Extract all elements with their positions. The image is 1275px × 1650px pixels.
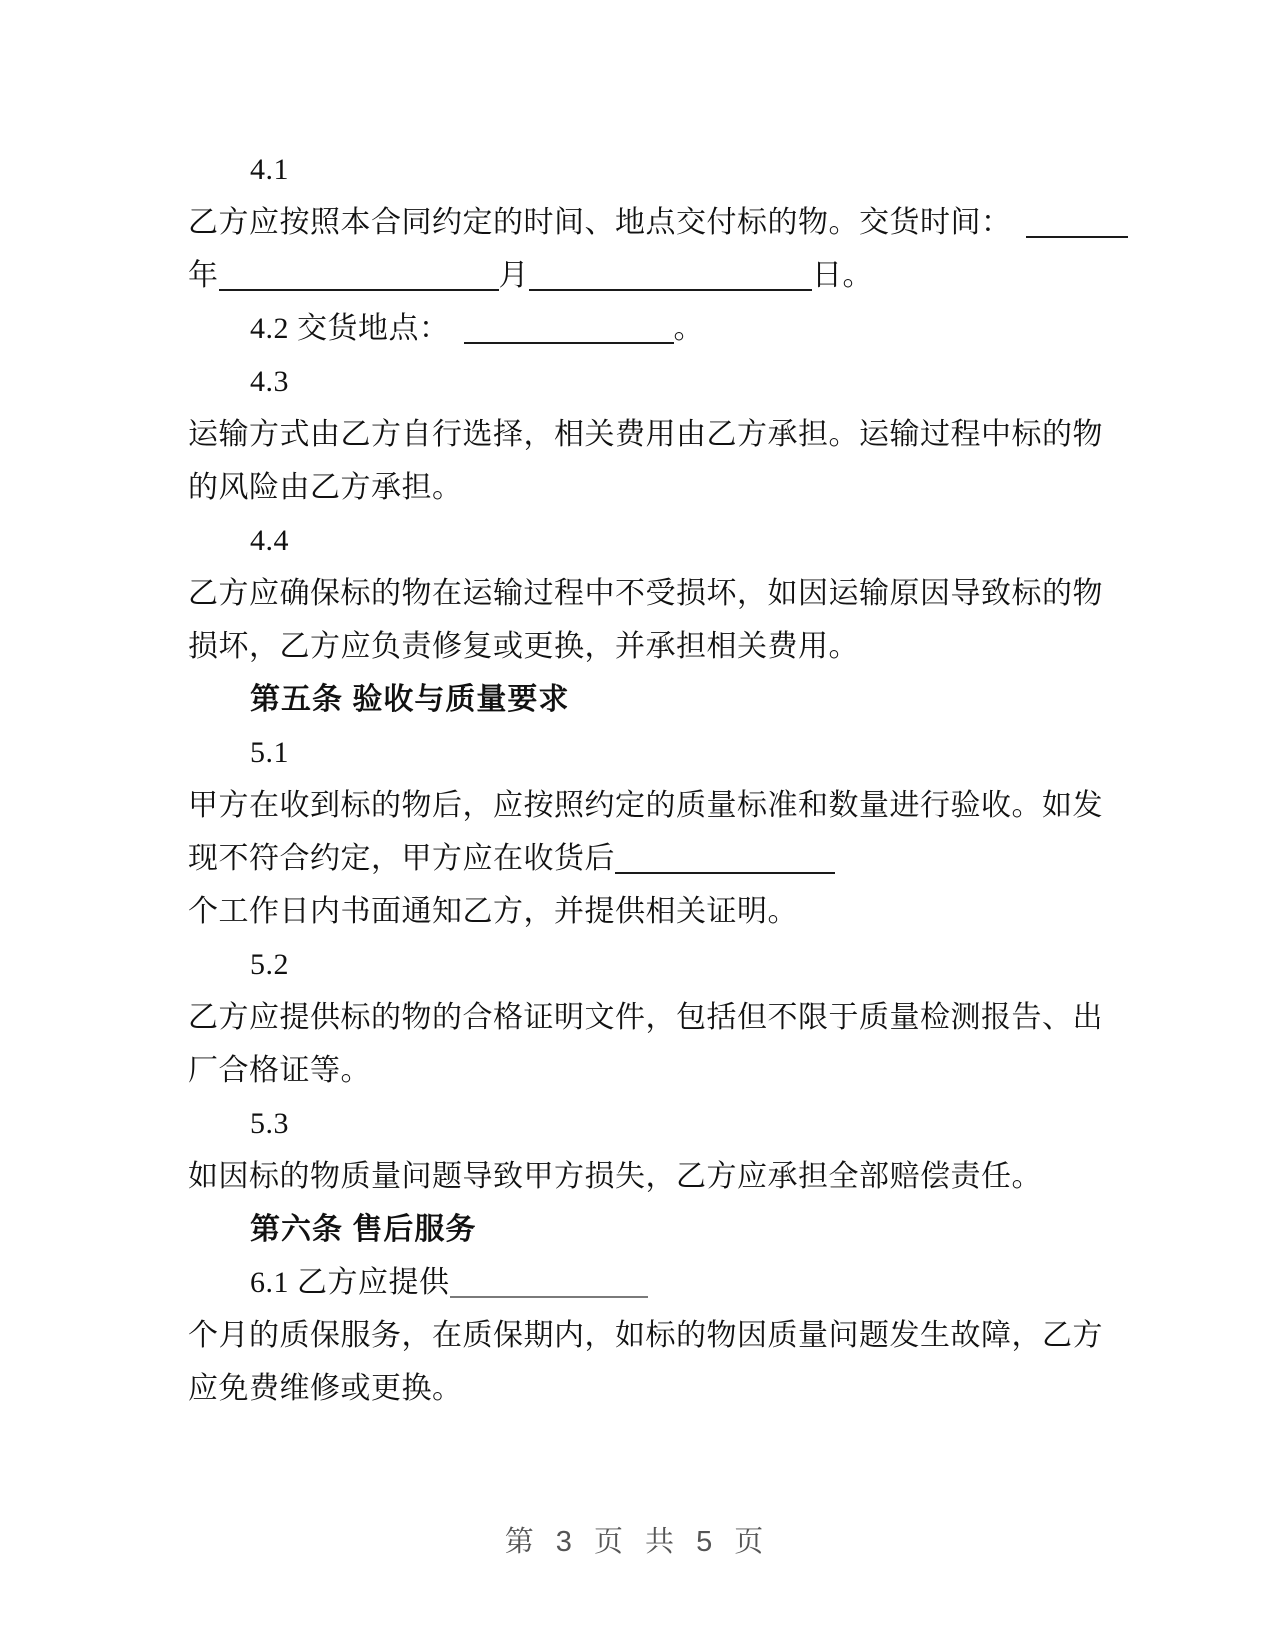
clause-5-3-number — [188, 1097, 1098, 1150]
heading-text: 第六条 售后服务 — [250, 1213, 477, 1246]
heading-text: 第五条 验收与质量要求 — [250, 683, 570, 716]
clause-number: 5.3 — [250, 1107, 289, 1140]
clause-6-1-line-2 — [188, 1309, 1103, 1362]
clause-4-3-line-2 — [188, 461, 1098, 514]
clause-5-1-number — [188, 726, 1098, 779]
contract-body — [188, 143, 1103, 1415]
clause-number: 5.2 — [250, 948, 289, 981]
clause-text: 损坏，乙方应负责修复或更换，并承担相关费用。 — [188, 630, 859, 663]
clause-4-4-number — [188, 514, 1098, 567]
clause-4-1-text — [188, 196, 1098, 249]
clause-5-3-line-1 — [188, 1150, 1098, 1203]
clause-number: 4.4 — [250, 524, 289, 557]
page-number-footer — [0, 1522, 1275, 1562]
clause-5-1-line-1 — [188, 779, 1103, 832]
clause-4-1-date-line — [188, 249, 1098, 302]
clause-number: 4.3 — [250, 365, 289, 398]
delivery-place-blank — [464, 342, 674, 344]
clause-4-3-number — [188, 355, 1098, 408]
clause-text: 甲方在收到标的物后，应按照约定的质量标准和数量进行验收。如发 — [188, 789, 1103, 822]
clause-text: 4.2 交货地点： — [250, 312, 450, 345]
clause-4-2-text — [188, 302, 1098, 355]
clause-5-2-number — [188, 938, 1098, 991]
clause-text: 应免费维修或更换。 — [188, 1372, 463, 1405]
article-5-heading — [188, 673, 1098, 726]
clause-5-1-line-3 — [188, 885, 1098, 938]
year-blank — [219, 289, 499, 291]
clause-number: 4.1 — [250, 153, 289, 186]
clause-text: 个月的质保服务，在质保期内，如标的物因质量问题发生故障，乙方 — [188, 1319, 1103, 1352]
clause-4-1-number — [188, 143, 1098, 196]
clause-number: 5.1 — [250, 736, 289, 769]
clause-text: 现不符合约定，甲方应在收货后 — [188, 842, 615, 875]
warranty-months-blank — [450, 1296, 648, 1298]
delivery-time-blank — [1026, 236, 1128, 238]
page-indicator: 第 3 页 共 5 页 — [504, 1526, 771, 1558]
notice-days-blank — [615, 872, 835, 874]
month-blank — [529, 289, 812, 291]
clause-4-4-line-1 — [188, 567, 1103, 620]
article-6-heading — [188, 1203, 1098, 1256]
clause-text: 个工作日内书面通知乙方，并提供相关证明。 — [188, 895, 798, 928]
clause-text: 乙方应确保标的物在运输过程中不受损坏，如因运输原因导致标的物 — [188, 577, 1103, 610]
clause-4-4-line-2 — [188, 620, 1098, 673]
day-label: 日。 — [812, 259, 873, 292]
clause-text: 乙方应提供标的物的合格证明文件，包括但不限于质量检测报告、出 — [188, 1001, 1103, 1034]
clause-text: 6.1 乙方应提供 — [250, 1266, 450, 1299]
clause-text: 运输方式由乙方自行选择，相关费用由乙方承担。运输过程中标的物 — [188, 418, 1103, 451]
clause-text: 的风险由乙方承担。 — [188, 471, 463, 504]
clause-6-1-text — [188, 1256, 1098, 1309]
year-label: 年 — [188, 259, 219, 292]
clause-4-3-line-1 — [188, 408, 1103, 461]
clause-text: 厂合格证等。 — [188, 1054, 371, 1087]
clause-5-2-line-2 — [188, 1044, 1098, 1097]
period-suffix: 。 — [673, 312, 704, 345]
clause-text: 乙方应按照本合同约定的时间、地点交付标的物。交货时间： — [188, 206, 1012, 239]
month-label: 月 — [498, 259, 529, 292]
clause-5-2-line-1 — [188, 991, 1103, 1044]
clause-5-1-line-2 — [188, 832, 1098, 885]
clause-6-1-line-3 — [188, 1362, 1098, 1415]
clause-text: 如因标的物质量问题导致甲方损失，乙方应承担全部赔偿责任。 — [188, 1160, 1042, 1193]
